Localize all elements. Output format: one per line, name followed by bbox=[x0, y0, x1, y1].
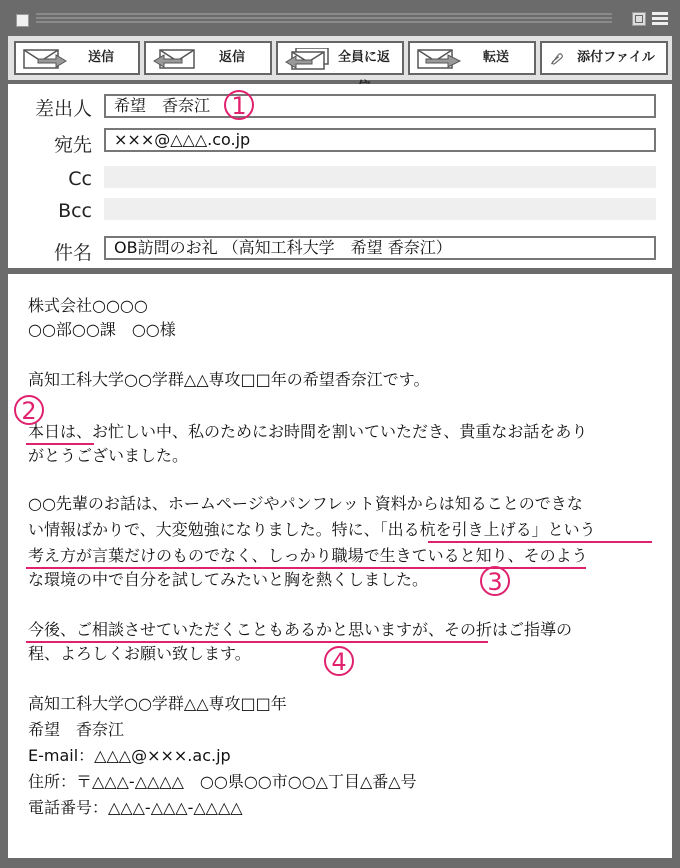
send-button[interactable] bbox=[14, 41, 140, 75]
cc-field[interactable] bbox=[104, 166, 656, 188]
mail-header bbox=[8, 84, 672, 268]
body-line: い情報ばかりで、大変勉強になりました。特に、「出る杭を引き上げる」という bbox=[28, 520, 596, 539]
reply-button[interactable] bbox=[144, 41, 272, 75]
highlight-underline-2 bbox=[26, 443, 94, 445]
send-envelope-icon bbox=[22, 48, 68, 70]
body-line: 本日は、お忙しい中、私のためにお時間を割いていただき、貴重なお話をあり bbox=[28, 422, 588, 441]
restore-window-icon[interactable] bbox=[632, 12, 646, 26]
signature-line: E-mail：△△△@×××.ac.jp bbox=[28, 746, 231, 765]
highlight-underline-4 bbox=[26, 641, 488, 643]
annotation-2: 2 bbox=[14, 395, 44, 425]
attach-file-button[interactable] bbox=[540, 41, 668, 75]
forward-button[interactable] bbox=[408, 41, 536, 75]
reply-all-button-label: 全員に返 bbox=[337, 50, 390, 65]
reply-all-button[interactable] bbox=[276, 41, 404, 75]
send-button-label: 送信 bbox=[87, 50, 114, 65]
reply-envelope-icon bbox=[152, 48, 198, 70]
cc-label: Cc bbox=[68, 168, 92, 190]
to-field[interactable]: ×××@△△△.co.jp bbox=[104, 128, 656, 152]
body-line: 今後、ご相談させていただくこともあるかと思いますが、その折はご指導の bbox=[28, 620, 573, 639]
body-line: な環境の中で自分を試してみたいと胸を熱くしました。 bbox=[28, 570, 429, 589]
reply-button-label: 返信 bbox=[218, 50, 245, 65]
reply-all-envelope-icon bbox=[284, 48, 330, 70]
forward-envelope-icon bbox=[416, 48, 462, 70]
toolbar bbox=[8, 36, 672, 80]
from-label: 差出人 bbox=[34, 98, 92, 120]
body-line: 程、よろしくお願い致します。 bbox=[28, 644, 251, 663]
to-label: 宛先 bbox=[53, 134, 92, 156]
highlight-underline-3a bbox=[428, 541, 652, 543]
body-line: ○○部○○課 ○○様 bbox=[28, 320, 176, 339]
annotation-1: 1 bbox=[224, 90, 254, 120]
bcc-field[interactable] bbox=[104, 198, 656, 220]
body-line: 考え方が言葉だけのものでなく、しっかり職場で生きていると知り、そのよう bbox=[28, 546, 588, 565]
body-line: ○○先輩のお話は、ホームページやパンフレット資料からは知ることのできな bbox=[28, 494, 583, 513]
signature-line: 希望 香奈江 bbox=[28, 720, 125, 739]
title-bar-grip bbox=[36, 13, 612, 25]
body-line: 高知工科大学○○学群△△専攻□□年の希望香奈江です。 bbox=[28, 370, 430, 389]
bcc-label: Bcc bbox=[58, 200, 92, 222]
signature-line: 高知工科大学○○学群△△専攻□□年 bbox=[28, 694, 287, 713]
signature-line: 電話番号：△△△-△△△-△△△△ bbox=[28, 798, 243, 817]
window-menu-icon[interactable] bbox=[16, 14, 29, 27]
attach-file-button-label: 添付ファイル bbox=[577, 50, 655, 65]
paperclip-icon bbox=[548, 48, 574, 70]
body-line: 株式会社○○○○ bbox=[28, 296, 148, 315]
annotation-3: 3 bbox=[480, 566, 510, 596]
hamburger-menu-icon[interactable] bbox=[652, 12, 668, 26]
subject-label: 件名 bbox=[53, 242, 92, 264]
body-line: がとうございました。 bbox=[28, 446, 189, 465]
title-bar[interactable] bbox=[8, 8, 672, 30]
signature-line: 住所：〒△△△-△△△△ ○○県○○市○○△丁目△番△号 bbox=[28, 772, 417, 791]
annotation-4: 4 bbox=[324, 646, 354, 676]
from-field[interactable]: 希望 香奈江 bbox=[104, 94, 656, 118]
subject-field[interactable]: OB訪問のお礼 （高知工科大学 希望 香奈江） bbox=[104, 236, 656, 260]
mail-body[interactable] bbox=[8, 274, 672, 858]
forward-button-label: 転送 bbox=[482, 50, 509, 65]
